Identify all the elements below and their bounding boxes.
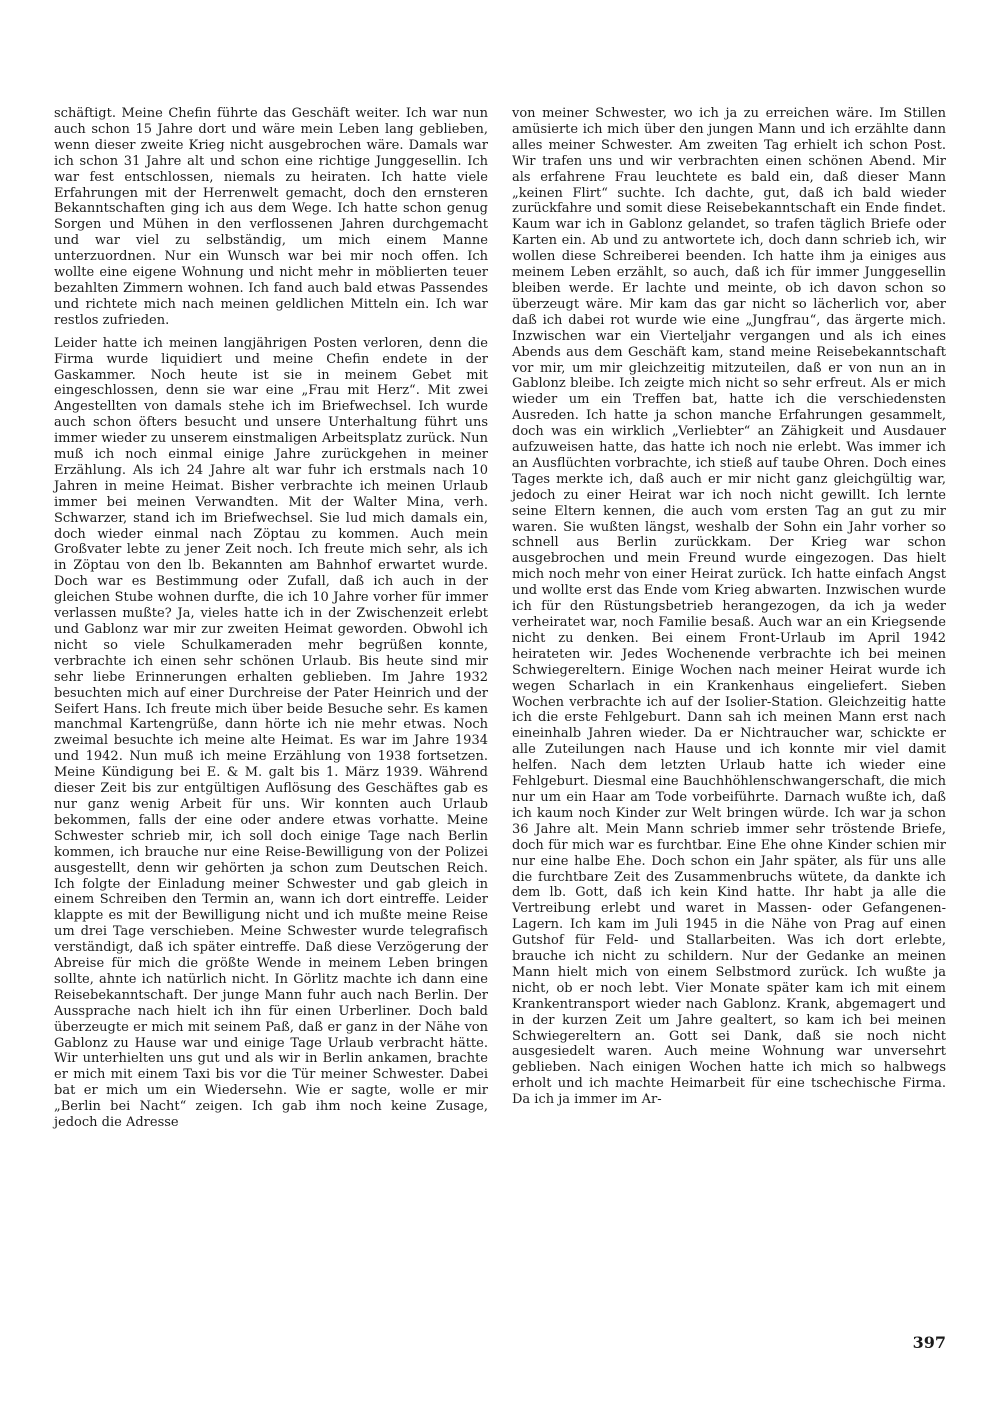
paragraph: von meiner Schwester, wo ich ja zu erreichen wäre. Im Stillen amüsierte ich mich über den jungen Mann und ich erzählte dann alles meiner Schwester. Am zweiten Tag erhielt ich schon Post. Wir trafen uns und wir verbrachten einen schönen Abend. Mir als erfahrene Frau leuchtete es bald ein, daß dieser Mann „keinen Flirt“ suchte. Ich dachte, gut, daß ich bald wieder zurückfahre und somit diese Reisebekanntschaft ein Ende findet. Kaum war ich in Gablonz gelandet, so trafen täglich Briefe oder Karten ein. Ab und zu antwortete ich, doch dann schrieb ich, wir wollen diese Schreiberei beenden. Ich hatte ihm ja einiges aus meinem Leben erzählt, so auch, daß ich für immer Junggesellin bleiben werde. Er lachte und meinte, ob ich davon schon so überzeugt wäre. Mir kam das gar nicht so lächerlich vor, aber daß ich dabei rot wurde wie eine „Jungfrau“, das ärgerte mich. Inzwischen war ein Vierteljahr vergangen und als ich eines Abends aus dem Geschäft kam, stand meine Reisebekanntschaft vor mir, um mir gleichzeitig mitzuteilen, daß er von nun an in Gablonz bleibe. Ich zeigte mich nicht so sehr erfreut. Als er mich wieder um ein Treffen bat, hatte ich die verschiedensten Ausreden. Ich hatte ja schon manche Erfahrungen gesammelt, doch was ein wirklich „Verliebter“ an Zähigkeit und Ausdauer aufzuweisen hatte, das hatte ich noch nie erlebt. Was immer ich an Ausflüchten vorbrachte, ich stieß auf taube Ohren. Doch eines Tages merkte ich, daß auch er mir nicht ganz gleichgültig war, jedoch zu einer Heirat war ich noch nicht gewillt. Ich lernte seine Eltern kennen, die auch vom ersten Tag an gut zu mir waren. Sie wußten längst, weshalb der Sohn ein Jahr vorher so schnell aus Berlin zurückkam. Der Krieg war schon ausgebrochen und mein Freund wurde eingezogen. Das hielt mich noch mehr von einer Heirat zurück. Ich hatte einfach Angst und wollte erst das Ende vom Krieg abwarten. Inzwischen wurde ich für den Rüstungsbetrieb herangezogen, da ich ja weder verheiratet war, noch Familie besaß. Auch war an ein Kriegsende nicht zu denken. Bei einem Front-Urlaub im April 1942 heirateten wir. Jedes Wochenende verbrachte ich bei meinen Schwiegereltern. Einige Wochen nach meiner Heirat wurde ich wegen Scharlach in ein Krankenhaus eingeliefert. Sieben Wochen verbrachte ich auf der Isolier-Station. Gleichzeitig hatte ich die erste Fehlgeburt. Dann sah ich meinen Mann erst nach eineinhalb Jahren wieder. Da er Nichtraucher war, schickte er alle Zuteilungen nach Hause und ich konnte mir viel damit helfen. Nach dem letzten Urlaub hatte ich wieder eine Fehlgeburt. Diesmal eine Bauchhöhlenschwangerschaft, die mich nur um ein Haar am Tode vorbeiführte. Darnach wußte ich, daß ich kaum noch Kinder zur Welt bringen würde. Ich war ja schon 36 Jahre alt. Mein Mann schrieb immer sehr tröstende Briefe, doch für mich war es furchtbar. Eine Ehe ohne Kinder schien mir nur eine halbe Ehe. Doch schon ein Jahr später, als für uns alle die furchtbare Zeit des Zusammenbruchs wütete, da dankte ich dem lb. Gott, daß ich kein Kind hatte. Ihr habt ja alle die Vertreibung erlebt und waret in Massen- oder Gefangenen-Lagern. Ich kam im Juli 1945 in die Nähe von Prag auf einen Gutshof für Feld- und Stallarbeiten. Was ich dort erlebte, brauche ich nicht zu schildern. Nur der Gedanke an meinen Mann hielt mich von einem Selbstmord zurück. Ich wußte ja nicht, ob er noch lebt. Vier Monate später kam ich mit einem Krankentransport wieder nach Gablonz. Krank, abgemagert und in der kurzen Zeit um Jahre gealtert, so kam ich bei meinen Schwiegereltern an. Gott sei Dank, daß sie noch nicht ausgesiedelt waren. Auch meine Wohnung war unversehrt geblieben. Nach einigen Wochen hatte ich mich so halbwegs erholt und ich machte Heimarbeit für eine tschechische Firma. Da ich ja immer im Ar- <box>512 106 946 1108</box>
page-number: 397 <box>912 1333 946 1352</box>
left-text-column <box>54 106 488 1131</box>
paragraph: Leider hatte ich meinen langjährigen Posten verloren, denn die Firma wurde liquidiert und meine Chefin endete in der Gaskammer. Noch heute ist sie in meinem Gebet mit eingeschlossen, denn sie war eine „Frau mit Herz“. Mit zwei Angestellten von damals stehe ich im Briefwechsel. Ich wurde auch schon öfters besucht und unsere Unterhaltung führt uns immer wieder zu unserem einstmaligen Arbeitsplatz zurück. Nun muß ich noch einmal einige Jahre zurückgehen in meiner Erzählung. Als ich 24 Jahre alt war fuhr ich erstmals nach 10 Jahren in meine Heimat. Bisher verbrachte ich meinen Urlaub immer bei meinen Verwandten. Mit der Walter Mina, verh. Schwarzer, stand ich im Briefwechsel. Sie lud mich damals ein, doch wieder einmal nach Zöptau zu kommen. Auch mein Großvater lebte zu jener Zeit noch. Ich freute mich sehr, als ich in Zöptau von den lb. Bekannten am Bahnhof erwartet wurde. Doch war es Bestimmung oder Zufall, daß ich auch in der gleichen Stube wohnen durfte, die ich 10 Jahre vorher für immer verlassen mußte? Ja, vieles hatte ich in der Zwischenzeit erlebt und Gablonz war mir zur zweiten Heimat geworden. Obwohl ich nicht so viele Schulkameraden mehr begrüßen konnte, verbrachte ich einen sehr schönen Urlaub. Bis heute sind mir sehr liebe Erinnerungen erhalten geblieben. Im Jahre 1932 besuchten mich auf einer Durchreise der Pater Heinrich und der Seifert Hans. Ich freute mich über beide Besuche sehr. Es kamen manchmal Kartengrüße, dann hörte ich nie mehr etwas. Noch zweimal besuchte ich meine alte Heimat. Es war im Jahre 1934 und 1942. Nun muß ich meine Erzählung von 1938 fortsetzen. Meine Kündigung bei E. & M. galt bis 1. März 1939. Während dieser Zeit bis zur entgültigen Auflösung des Geschäftes gab es nur ganz wenig Arbeit für uns. Wir konnten auch Urlaub bekommen, falls der eine oder andere etwas vorhatte. Meine Schwester schrieb mir, ich soll doch einige Tage nach Berlin kommen, ich brauche nur eine Reise-Bewilligung von der Polizei ausgestellt, denn wir gehörten ja schon zum Deutschen Reich. Ich folgte der Einladung meiner Schwester und gab gleich in einem Schreiben den Termin an, wann ich dort eintreffe. Leider klappte es mit der Bewilligung nicht und ich mußte meine Reise um drei Tage verschieben. Meine Schwester wurde telegrafisch verständigt, daß ich später eintreffe. Daß diese Verzögerung der Abreise für mich die größte Wende in meinem Leben bringen sollte, ahnte ich natürlich nicht. In Görlitz machte ich dann eine Reisebekanntschaft. Der junge Mann fuhr auch nach Berlin. Der Aussprache nach hielt ich ihn für einen Urberliner. Doch bald überzeugte er mich mit seinem Paß, daß er ganz in der Nähe von Gablonz zu Hause war und einige Tage Urlaub verbracht hätte. Wir unterhielten uns gut und als wir in Berlin ankamen, brachte er mich mit einem Taxi bis vor die Tür meiner Schwester. Dabei bat er mich um ein Wiedersehn. Wie er sagte, wolle er mir „Berlin bei Nacht“ zeigen. Ich gab ihm noch keine Zusage, jedoch die Adresse <box>54 335 488 1131</box>
paragraph: schäftigt. Meine Chefin führte das Geschäft weiter. Ich war nun auch schon 15 Jahre dort und wäre mein Leben lang geblieben, wenn dieser zweite Krieg nicht ausgebrochen wäre. Damals war ich schon 31 Jahre alt und schon eine richtige Junggesellin. Ich war fest entschlossen, niemals zu heiraten. Ich hatte viele Erfahrungen mit der Herrenwelt gemacht, doch den ernsteren Bekanntschaften ging ich aus dem Wege. Ich hatte schon genug Sorgen und Mühen in den verflossenen Jahren durchgemacht und war viel zu selbständig, um mich einem Manne unterzuordnen. Nur ein Wunsch war bei mir noch offen. Ich wollte eine eigene Wohnung und nicht mehr in möblierten teuer bezahlten Zimmern wohnen. Ich fand auch bald etwas Passendes und richtete mich nach meinen geldlichen Mitteln ein. Ich war restlos zufrieden. <box>54 106 488 328</box>
right-text-column <box>512 106 946 1108</box>
